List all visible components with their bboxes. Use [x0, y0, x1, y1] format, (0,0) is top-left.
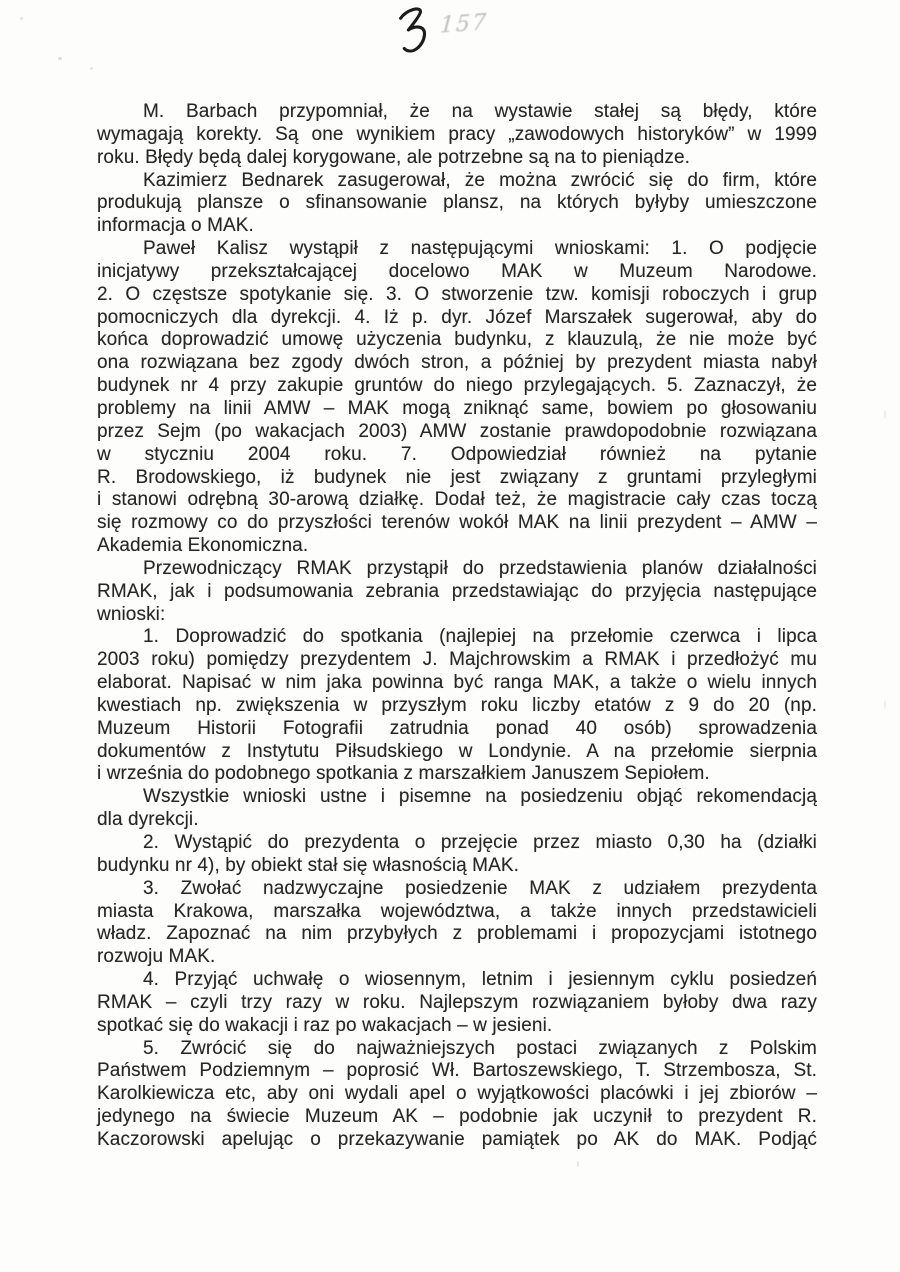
text-line: roku. Błędy będą dalej korygowane, ale potrzebne są na to pieniądze.	[97, 146, 691, 168]
paragraph	[97, 832, 817, 878]
paragraph	[97, 1038, 817, 1152]
text-line: 4. Przyjąć uchwałę o wiosennym, letnim i jesiennym cyklu posiedzeń	[143, 969, 817, 991]
paragraph	[97, 878, 817, 969]
text-line: Paweł Kalisz wystąpił z następującymi wnioskami: 1. O podjęcie	[143, 238, 817, 260]
text-line: Akademia Ekonomiczna.	[97, 535, 309, 557]
text-line: i września do podobnego spotkania z marszałkiem Januszem Sepiołem.	[97, 763, 710, 785]
handwritten-annotation	[396, 6, 488, 56]
scan-speck	[20, 17, 23, 20]
scan-speck	[884, 410, 886, 419]
text-line: 2. Wystąpić do prezydenta o przejęcie przez miasto 0,30 ha (działki	[143, 832, 817, 853]
text-line: końca doprowadzić umowę użyczenia budynku, z klauzulą, że nie może być	[97, 329, 817, 351]
text-line: ona rozwiązana bez zgody dwóch stron, a później by prezydent miasta nabył	[97, 352, 817, 374]
text-line: Muzeum Historii Fotografii zatrudnia ponad 40 osób) sprowadzenia	[97, 717, 817, 739]
text-line: 2. O częstsze spotykanie się. 3. O stworzenie tzw. komisji roboczych i grup	[97, 283, 817, 305]
paragraph	[97, 170, 817, 239]
scan-speck	[90, 67, 93, 70]
text-line: 2003 roku) pomiędzy prezydentem J. Majchrowskim a RMAK i przedłożyć mu	[97, 649, 817, 671]
scan-speck	[577, 1161, 579, 1167]
text-line: R. Brodowskiego, iż budynek nie jest związany z gruntami przyległymi	[97, 466, 817, 488]
handwritten-page-number-icon	[393, 4, 432, 57]
text-line: dla dyrekcji.	[97, 809, 199, 831]
paragraph	[97, 626, 817, 786]
text-line: Karolkiewicza etc, aby oni wydali apel o wyjątkowości placówki i jej zbiorów –	[97, 1083, 817, 1105]
text-line: M. Barbach przypomniał, że na wystawie stałej są błędy, które	[143, 101, 817, 122]
text-line: dokumentów z Instytutu Piłsudskiego w Londynie. A na przełomie sierpnia	[97, 740, 817, 762]
handwritten-note: 157	[439, 10, 489, 39]
text-line: wymagają korekty. Są one wynikiem pracy „zawodowych historyków” w 1999	[97, 123, 817, 145]
text-line: się rozmowy co do przyszłości terenów wokół MAK na linii prezydent – AMW –	[97, 512, 817, 534]
text-line: produkują plansze o sfinansowanie plansz, na których byłyby umieszczone	[97, 192, 817, 214]
text-line: wnioski:	[97, 603, 166, 625]
text-line: budynek nr 4 przy zakupie gruntów do niego przylegających. 5. Zaznaczył, że	[97, 375, 817, 397]
text-line: w styczniu 2004 roku. 7. Odpowiedział również na pytanie	[97, 443, 817, 465]
text-line: Państwem Podziemnym – poprosić Wł. Bartoszewskiego, T. Strzembosza, St.	[97, 1060, 817, 1082]
text-line: budynku nr 4), by obiekt stał się własnością MAK.	[97, 854, 520, 876]
text-line: jedynego na świecie Muzeum AK – podobnie jak uczynił to prezydent R.	[97, 1106, 817, 1128]
text-line: rozwoju MAK.	[97, 946, 216, 968]
paragraph	[97, 786, 817, 832]
text-line: kwestiach np. zwiększenia w przyszłym roku liczby etatów z 9 do 20 (np.	[97, 694, 817, 716]
paragraph	[97, 101, 817, 170]
text-line: władz. Zapoznać na nim przybyłych z problemami i propozycjami istotnego	[97, 923, 817, 945]
text-line: Kazimierz Bednarek zasugerował, że można zwrócić się do firm, które	[143, 169, 817, 191]
text-line: miasta Krakowa, marszałka województwa, a także innych przedstawicieli	[97, 900, 817, 922]
text-line: problemy na linii AMW – MAK mogą zniknąć same, bowiem po głosowaniu	[97, 397, 817, 419]
text-line: Wszystkie wnioski ustne i pisemne na posiedzeniu objąć rekomendacją	[143, 786, 817, 808]
scan-speck	[884, 700, 886, 709]
text-line: RMAK, jak i podsumowania zebrania przedstawiając do przyjęcia następujące	[97, 580, 817, 602]
text-line: Przewodniczący RMAK przystąpił do przedstawienia planów działalności	[143, 557, 817, 579]
text-line: pomocniczych dla dyrekcji. 4. Iż p. dyr. Józef Marszałek sugerował, aby do	[97, 306, 817, 328]
text-line: inicjatywy przekształcającej docelowo MAK w Muzeum Narodowe.	[97, 260, 817, 282]
text-line: 3. Zwołać nadzwyczajne posiedzenie MAK z udziałem prezydenta	[143, 877, 817, 899]
text-line: elaborat. Napisać w nim jaka powinna być ranga MAK, a także o wielu innych	[97, 672, 817, 694]
scan-speck	[58, 57, 62, 60]
text-line: Kaczorowski apelując o przekazywanie pamiątek po AK do MAK. Podjąć	[97, 1128, 817, 1150]
text-line: 1. Doprowadzić do spotkania (najlepiej na przełomie czerwca i lipca	[143, 626, 817, 648]
paragraph	[97, 558, 817, 627]
text-line: spotkać się do wakacji i raz po wakacjach – w jesieni.	[97, 1014, 553, 1036]
text-line: przez Sejm (po wakacjach 2003) AMW zostanie prawdopodobnie rozwiązana	[97, 420, 817, 442]
text-line: 5. Zwrócić się do najważniejszych postaci związanych z Polskim	[143, 1037, 817, 1059]
paragraph	[97, 238, 817, 558]
text-line: i stanowi odrębną 30-arową działkę. Dodał też, że magistracie cały czas toczą	[97, 489, 817, 511]
paragraph	[97, 969, 817, 1038]
text-line: informacja o MAK.	[97, 215, 254, 237]
text-line: RMAK – czyli trzy razy w roku. Najlepszym rozwiązaniem byłoby dwa razy	[97, 991, 817, 1013]
document-body	[97, 101, 817, 1152]
